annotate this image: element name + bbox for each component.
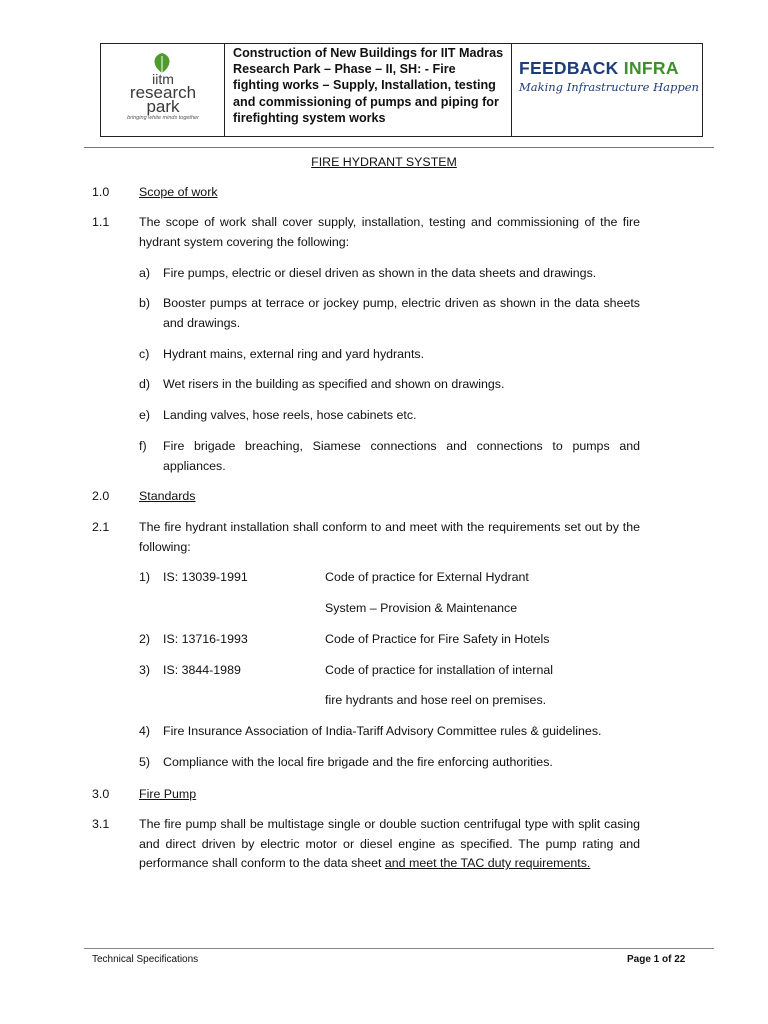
standard-description-continued: System – Provision & Maintenance — [325, 601, 518, 615]
doc-title: FIRE HYDRANT SYSTEM — [311, 155, 457, 169]
feedback-infra-logo — [519, 58, 699, 94]
clause-3-1-number: 3.1 — [92, 817, 110, 831]
standard-description-continued: fire hydrants and hose reel on premises. — [325, 693, 547, 707]
iitm-research-park-logo — [107, 50, 219, 132]
list-item-label: e) — [139, 408, 151, 422]
standard-code: IS: 3844-1989 — [163, 663, 241, 677]
list-item-label: d) — [139, 377, 151, 391]
page-number: Page 1 of 22 — [627, 954, 686, 965]
section-1-heading: Scope of work — [139, 185, 218, 199]
footer-rule — [84, 948, 714, 949]
standard-text: Compliance with the local fire brigade and the fire enforcing authorities. — [163, 755, 553, 769]
section-2-heading: Standards — [139, 489, 196, 503]
header-left-logo-cell — [101, 44, 225, 136]
clause-1-1-text: The scope of work shall cover supply, installation, testing and commissioning of the fire hydrant system covering the following: — [139, 215, 640, 249]
list-item: Booster pumps at terrace or jockey pump, electric driven as shown in the data sheets and drawings. — [163, 296, 640, 330]
standard-code: IS: 13039-1991 — [163, 570, 248, 584]
standard-description: Code of Practice for Fire Safety in Hotels — [325, 632, 550, 646]
iitm-logo-tagline: bringing white minds together — [127, 115, 199, 121]
standard-label: 1) — [139, 570, 151, 584]
project-title: Construction of New Buildings for IIT Madras Research Park – Phase – II, SH: - Fire fighting works – Supply, Installation, testing and commissioning of pumps and piping for firefighting system works — [233, 46, 504, 125]
list-item: Fire pumps, electric or diesel driven as shown in the data sheets and drawings. — [163, 266, 597, 280]
standard-label: 3) — [139, 663, 151, 677]
standard-label: 4) — [139, 724, 151, 738]
standard-text: Fire Insurance Association of India-Tariff Advisory Committee rules & guidelines. — [163, 724, 602, 738]
list-item-label: b) — [139, 296, 151, 310]
list-item: Fire brigade breaching, Siamese connections and connections to pumps and appliances. — [163, 439, 640, 473]
list-item-label: c) — [139, 347, 150, 361]
standard-code: IS: 13716-1993 — [163, 632, 248, 646]
list-item: Landing valves, hose reels, hose cabinets etc. — [163, 408, 417, 422]
standard-label: 5) — [139, 755, 151, 769]
clause-3-1-text: The fire pump shall be multistage single or double suction centrifugal type with split casing and direct driven by electric motor or diesel engine as specified. The pump rating and performance shall conform to the data sheet and meet the TAC duty requirements. — [139, 817, 640, 870]
section-2-number: 2.0 — [92, 489, 110, 503]
section-3-heading: Fire Pump — [139, 787, 197, 801]
feedback-infra-tagline: Making Infrastructure Happen — [519, 80, 699, 94]
iitm-logo-line3: park — [146, 97, 180, 116]
header-rule — [84, 147, 714, 148]
iitm-logo-line1: iitm — [152, 71, 174, 87]
list-item: Wet risers in the building as specified and shown on drawings. — [163, 377, 505, 391]
clause-3-1-underlined-text: and meet the TAC duty requirements. — [384, 856, 591, 870]
iitm-logo-line2: research — [129, 83, 197, 102]
footer-left: Technical Specifications — [92, 954, 199, 965]
clause-2-1-number: 2.1 — [92, 520, 110, 534]
section-3-number: 3.0 — [92, 787, 110, 801]
clause-2-1-text: The fire hydrant installation shall conform to and meet with the requirements set out by the following: — [139, 520, 640, 554]
standard-description: Code of practice for External Hydrant — [325, 570, 529, 584]
feedback-infra-name: FEEDBACK INFRA — [519, 58, 679, 78]
clause-1-1-number: 1.1 — [92, 215, 110, 229]
header-right-logo-cell — [512, 44, 702, 136]
section-1-number: 1.0 — [92, 185, 110, 199]
standard-label: 2) — [139, 632, 151, 646]
header-title-cell — [225, 44, 512, 136]
standard-description: Code of practice for installation of internal — [325, 663, 553, 677]
list-item-label: a) — [139, 266, 151, 280]
header-table — [100, 43, 703, 137]
list-item-label: f) — [139, 439, 147, 453]
list-item: Hydrant mains, external ring and yard hydrants. — [163, 347, 425, 361]
